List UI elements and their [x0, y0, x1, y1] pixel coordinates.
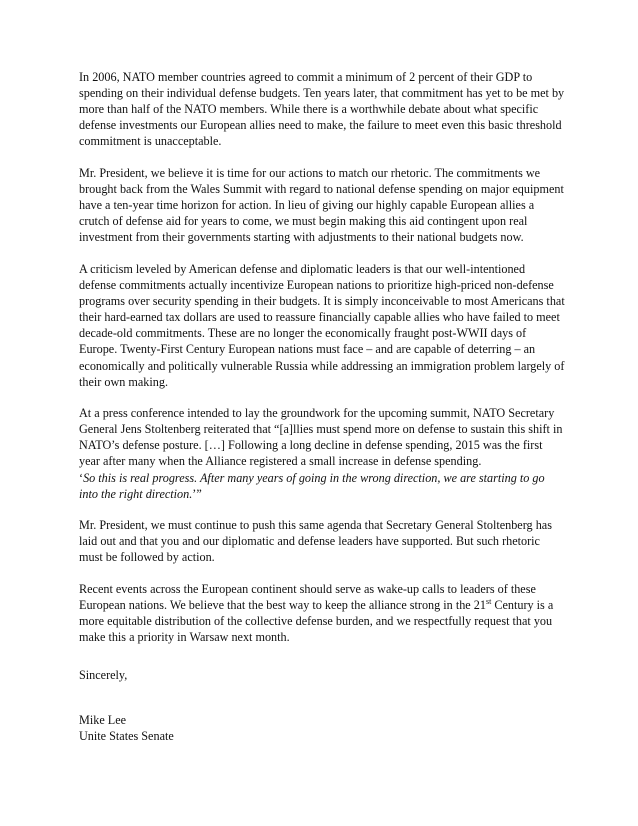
paragraph-press-conference: [79, 405, 565, 502]
paragraph-actions-rhetoric: Mr. President, we believe it is time for our actions to match our rhetoric. The commitments we brought back from the Wales Summit with regard to national defense spending on major equipment have a ten-year time horizon for action. In lieu of giving our highly capable European allies a crutch of defense aid for years to come, we must begin making this aid contingent upon real investment from their governments starting with adjustments to their national budgets now.: [79, 165, 564, 245]
signer-name: Mike Lee: [79, 712, 127, 727]
quote-open-mark: ‘: [79, 470, 84, 485]
stoltenberg-quote: So this is real progress. After many years of going in the wrong direction, we are starting to go into the right direction.: [79, 470, 545, 501]
signer-title: Unite States Senate: [79, 728, 174, 743]
paragraph-nato-commitment: In 2006, NATO member countries agreed to commit a minimum of 2 percent of their GDP to spending on their individual defense budgets. Ten years later, that commitment has yet to be met by more than half of the NATO members. While there is a worthwhile debate about what specific defense investments our European allies need to make, the failure to meet even this basic threshold commitment is unacceptable.: [79, 70, 565, 149]
paragraph-criticism: A criticism leveled by American defense and diplomatic leaders is that our well-intentioned defense commitments actually incentivize European nations to prioritize high-priced non-defense programs over security spending in their budgets. It is simply inconceivable to most Americans that their hard-earned tax dollars are used to reassure financially capable allies who have failed to meet decade-old commitments. These are no longer the economically fraught post-WWII days of Europe. Twenty-First Century European nations must face – and are capable of deterring – an economically and politically vulnerable Russia while addressing an immigration problem largely of their own making.: [79, 261, 565, 389]
signature-block: [79, 712, 565, 744]
quote-close-mark: ’”: [192, 486, 202, 501]
paragraph-continue-agenda: Mr. President, we must continue to push this same agenda that Secretary General Stoltenberg has laid out and that you and our diplomatic and defense leaders have supported. But such rhetoric must be followed by action.: [79, 518, 552, 565]
recent-events-text-start: Recent events across the European continent should serve as wake-up calls to leaders of these European nations. We believe that the best way to keep the alliance strong in the 21: [79, 582, 536, 613]
paragraph-recent-events: [79, 581, 565, 645]
recent-events-text-end: Century is a more equitable distribution of the collective defense burden, and we respectfully request that you make this a priority in Warsaw next month.: [79, 598, 554, 645]
ordinal-superscript: st: [485, 597, 492, 607]
letter-body: [79, 69, 565, 744]
press-conference-text: At a press conference intended to lay the groundwork for the upcoming summit, NATO Secretary General Jens Stoltenberg reiterated that “[a]llies must spend more on defense to sustain this shift in NATO’s defense posture. […] Following a long decline in defense spending, 2015 was the first year after many when the Alliance registered a small increase in defense spending.: [79, 406, 563, 469]
closing-salutation: Sincerely,: [79, 668, 128, 683]
